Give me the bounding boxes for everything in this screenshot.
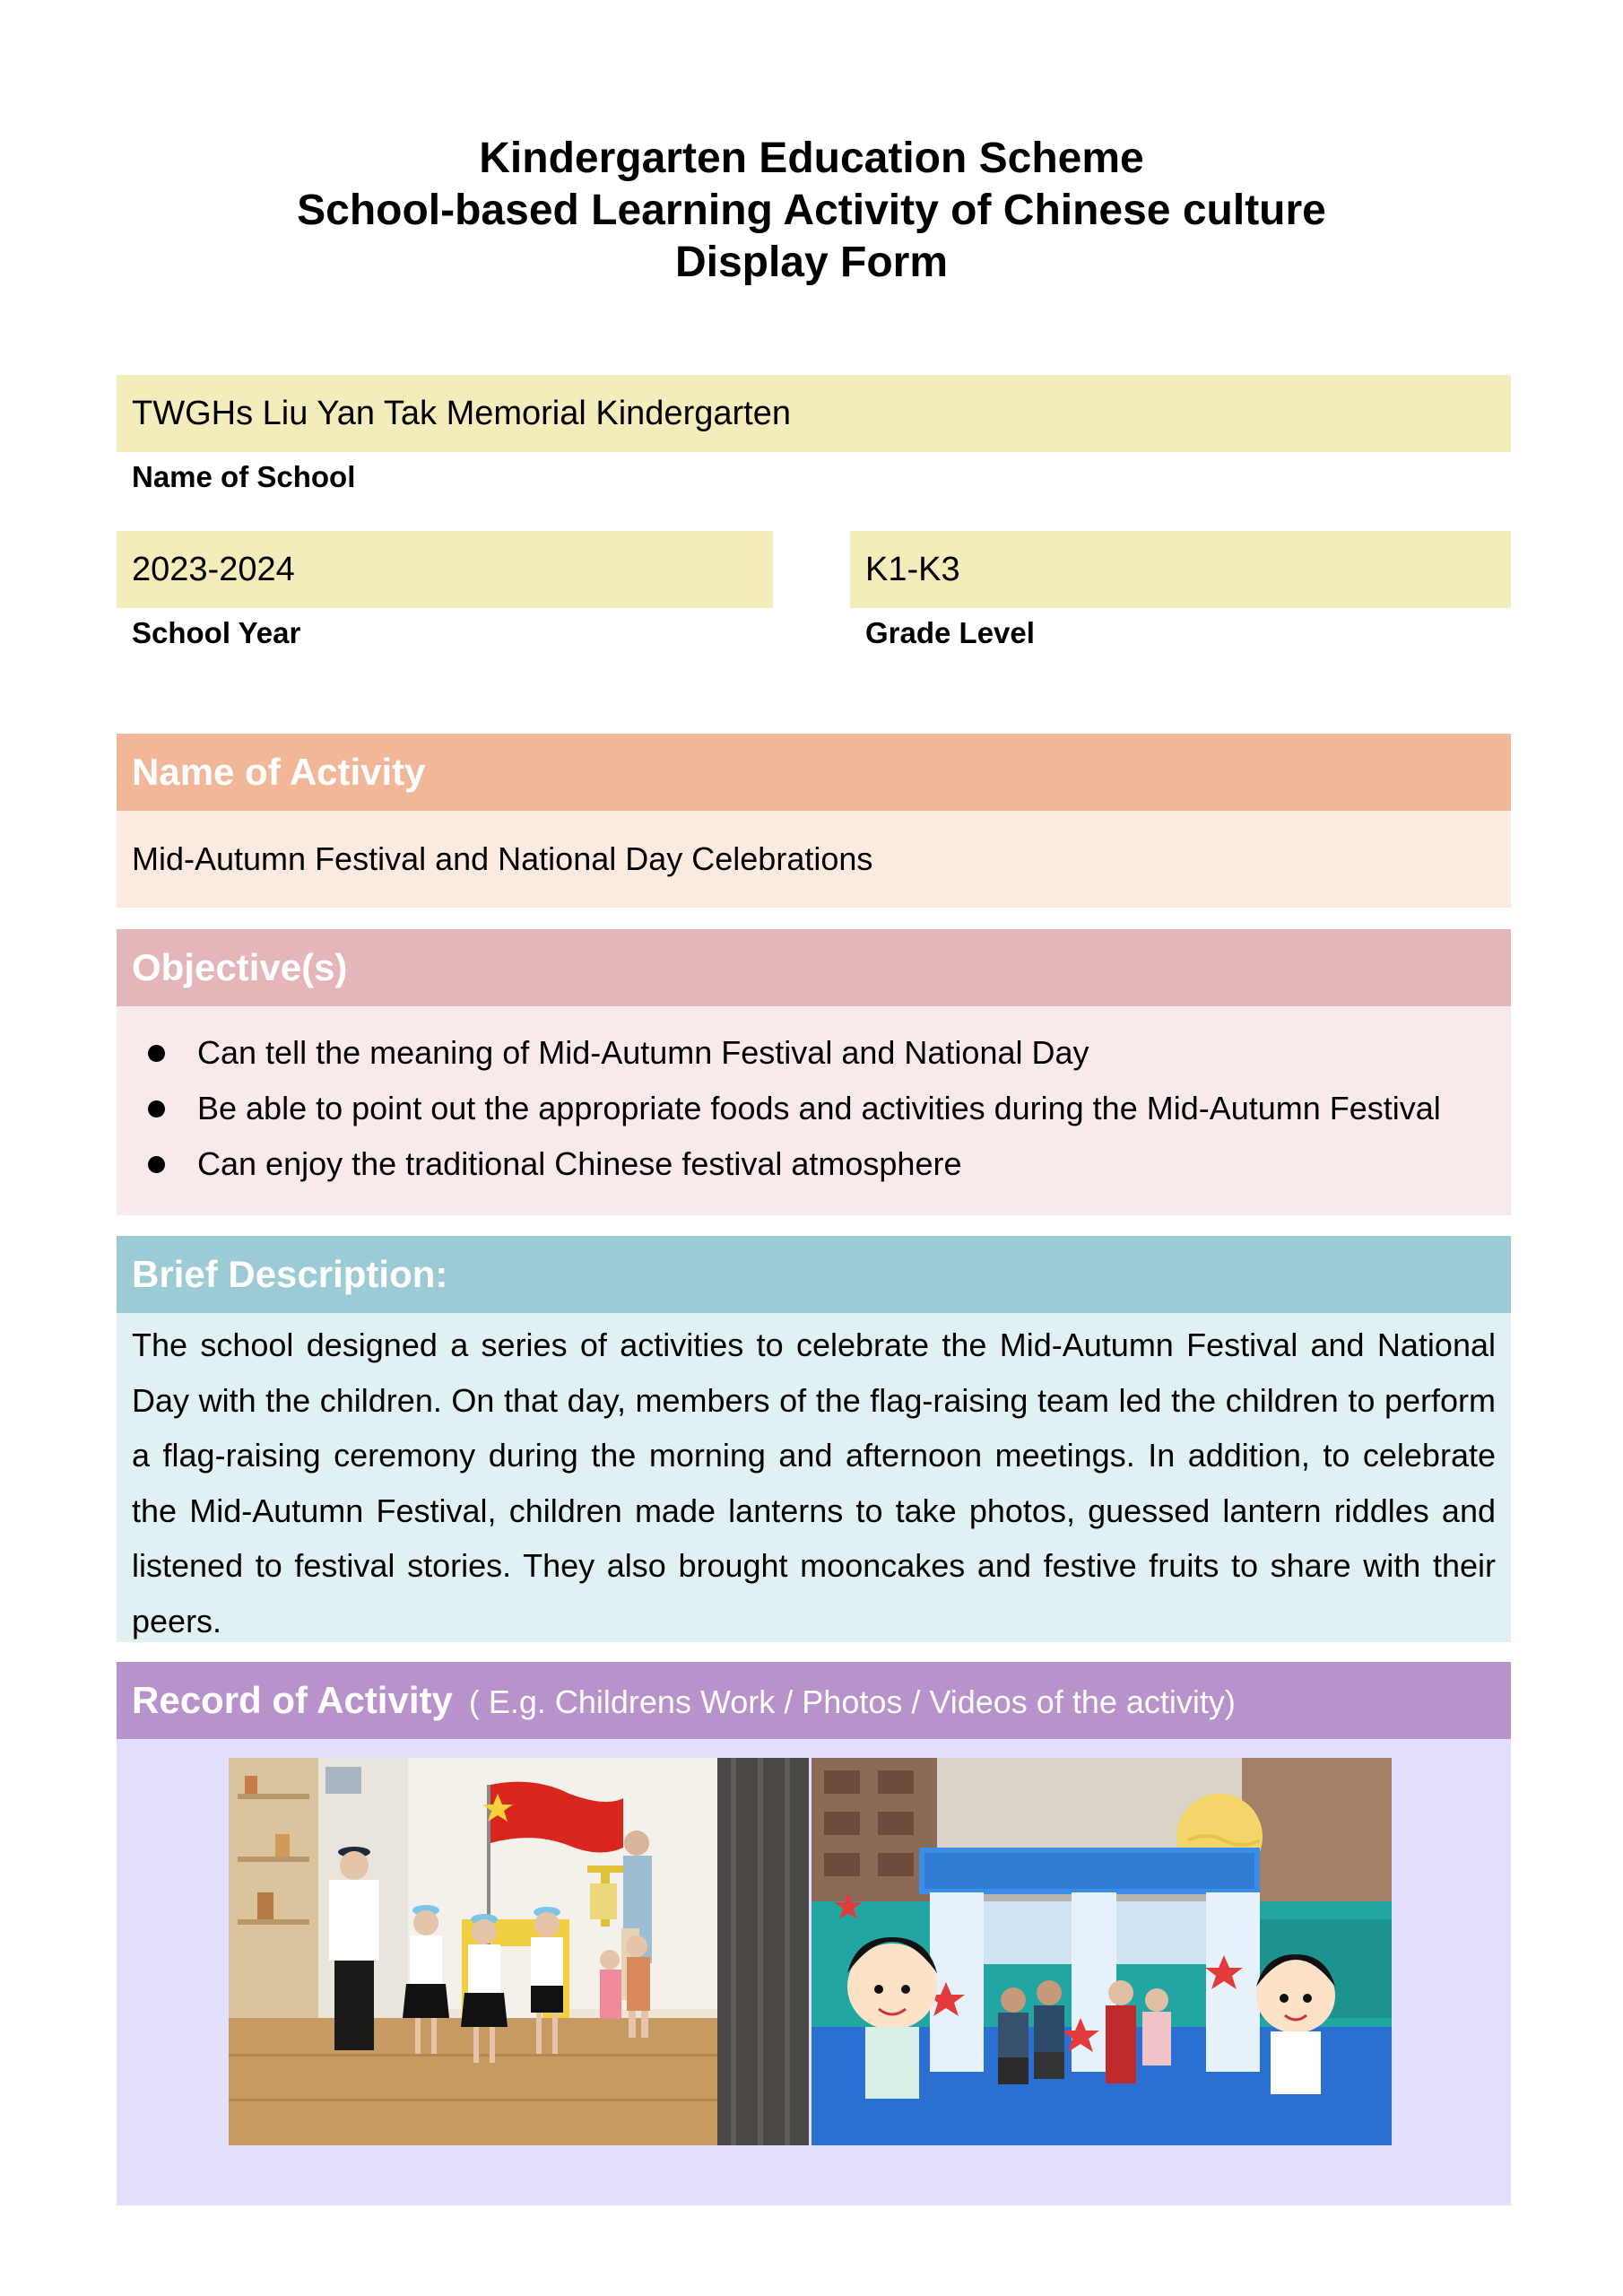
- title-line-2: School-based Learning Activity of Chinese culture: [297, 187, 1326, 234]
- activity-name-text: Mid-Autumn Festival and National Day Celebrations: [132, 840, 873, 877]
- description-heading: Brief Description:: [117, 1236, 1511, 1313]
- grade-level-label: Grade Level: [865, 616, 1035, 649]
- school-year-label: School Year: [132, 616, 301, 649]
- objective-text: Can tell the meaning of Mid-Autumn Festival and National Day: [197, 1034, 1089, 1071]
- objectives-list: [117, 1006, 1511, 1215]
- title-line-1: Kindergarten Education Scheme: [479, 135, 1144, 182]
- title-line-3: Display Form: [674, 239, 949, 286]
- description-text: The school designed a series of activities to celebrate the Mid-Autumn Festival and National Day with the children. On that day, members of the flag-raising team led the children to perform a flag-raising ceremony during the morning and afternoon meetings. In addition, to celebrate the Mid-Autumn Festival, children made lanterns to take photos, guessed lantern riddles and listened to festival stories. They also brought mooncakes and festive fruits to share with their peers.: [117, 1313, 1511, 1642]
- grade-level-field: K1-K3: [850, 531, 1511, 608]
- form-title: [0, 133, 1623, 289]
- activity-value: [117, 811, 1511, 908]
- record-hint: ( E.g. Childrens Work / Photos / Videos of the activity): [468, 1683, 1236, 1720]
- objective-text: Be able to point out the appropriate foods and activities during the Mid-Autumn Festival: [197, 1090, 1441, 1126]
- school-name-field: TWGHs Liu Yan Tak Memorial Kindergarten: [117, 375, 1511, 452]
- flag-raising-photo: [229, 1758, 809, 2145]
- bullet-icon: [148, 1100, 165, 1118]
- bullet-icon: [148, 1156, 165, 1173]
- objectives-heading: Objective(s): [117, 929, 1511, 1006]
- record-heading: [117, 1662, 1511, 1739]
- school-year-field: 2023-2024: [117, 531, 773, 608]
- school-name-label: Name of School: [132, 460, 356, 493]
- objective-text: Can enjoy the traditional Chinese festival atmosphere: [197, 1145, 962, 1182]
- mid-autumn-booth-photo: [812, 1758, 1392, 2145]
- bullet-icon: [148, 1045, 165, 1062]
- activity-heading: Name of Activity: [117, 734, 1511, 811]
- record-heading-label: Record of Activity: [132, 1679, 453, 1721]
